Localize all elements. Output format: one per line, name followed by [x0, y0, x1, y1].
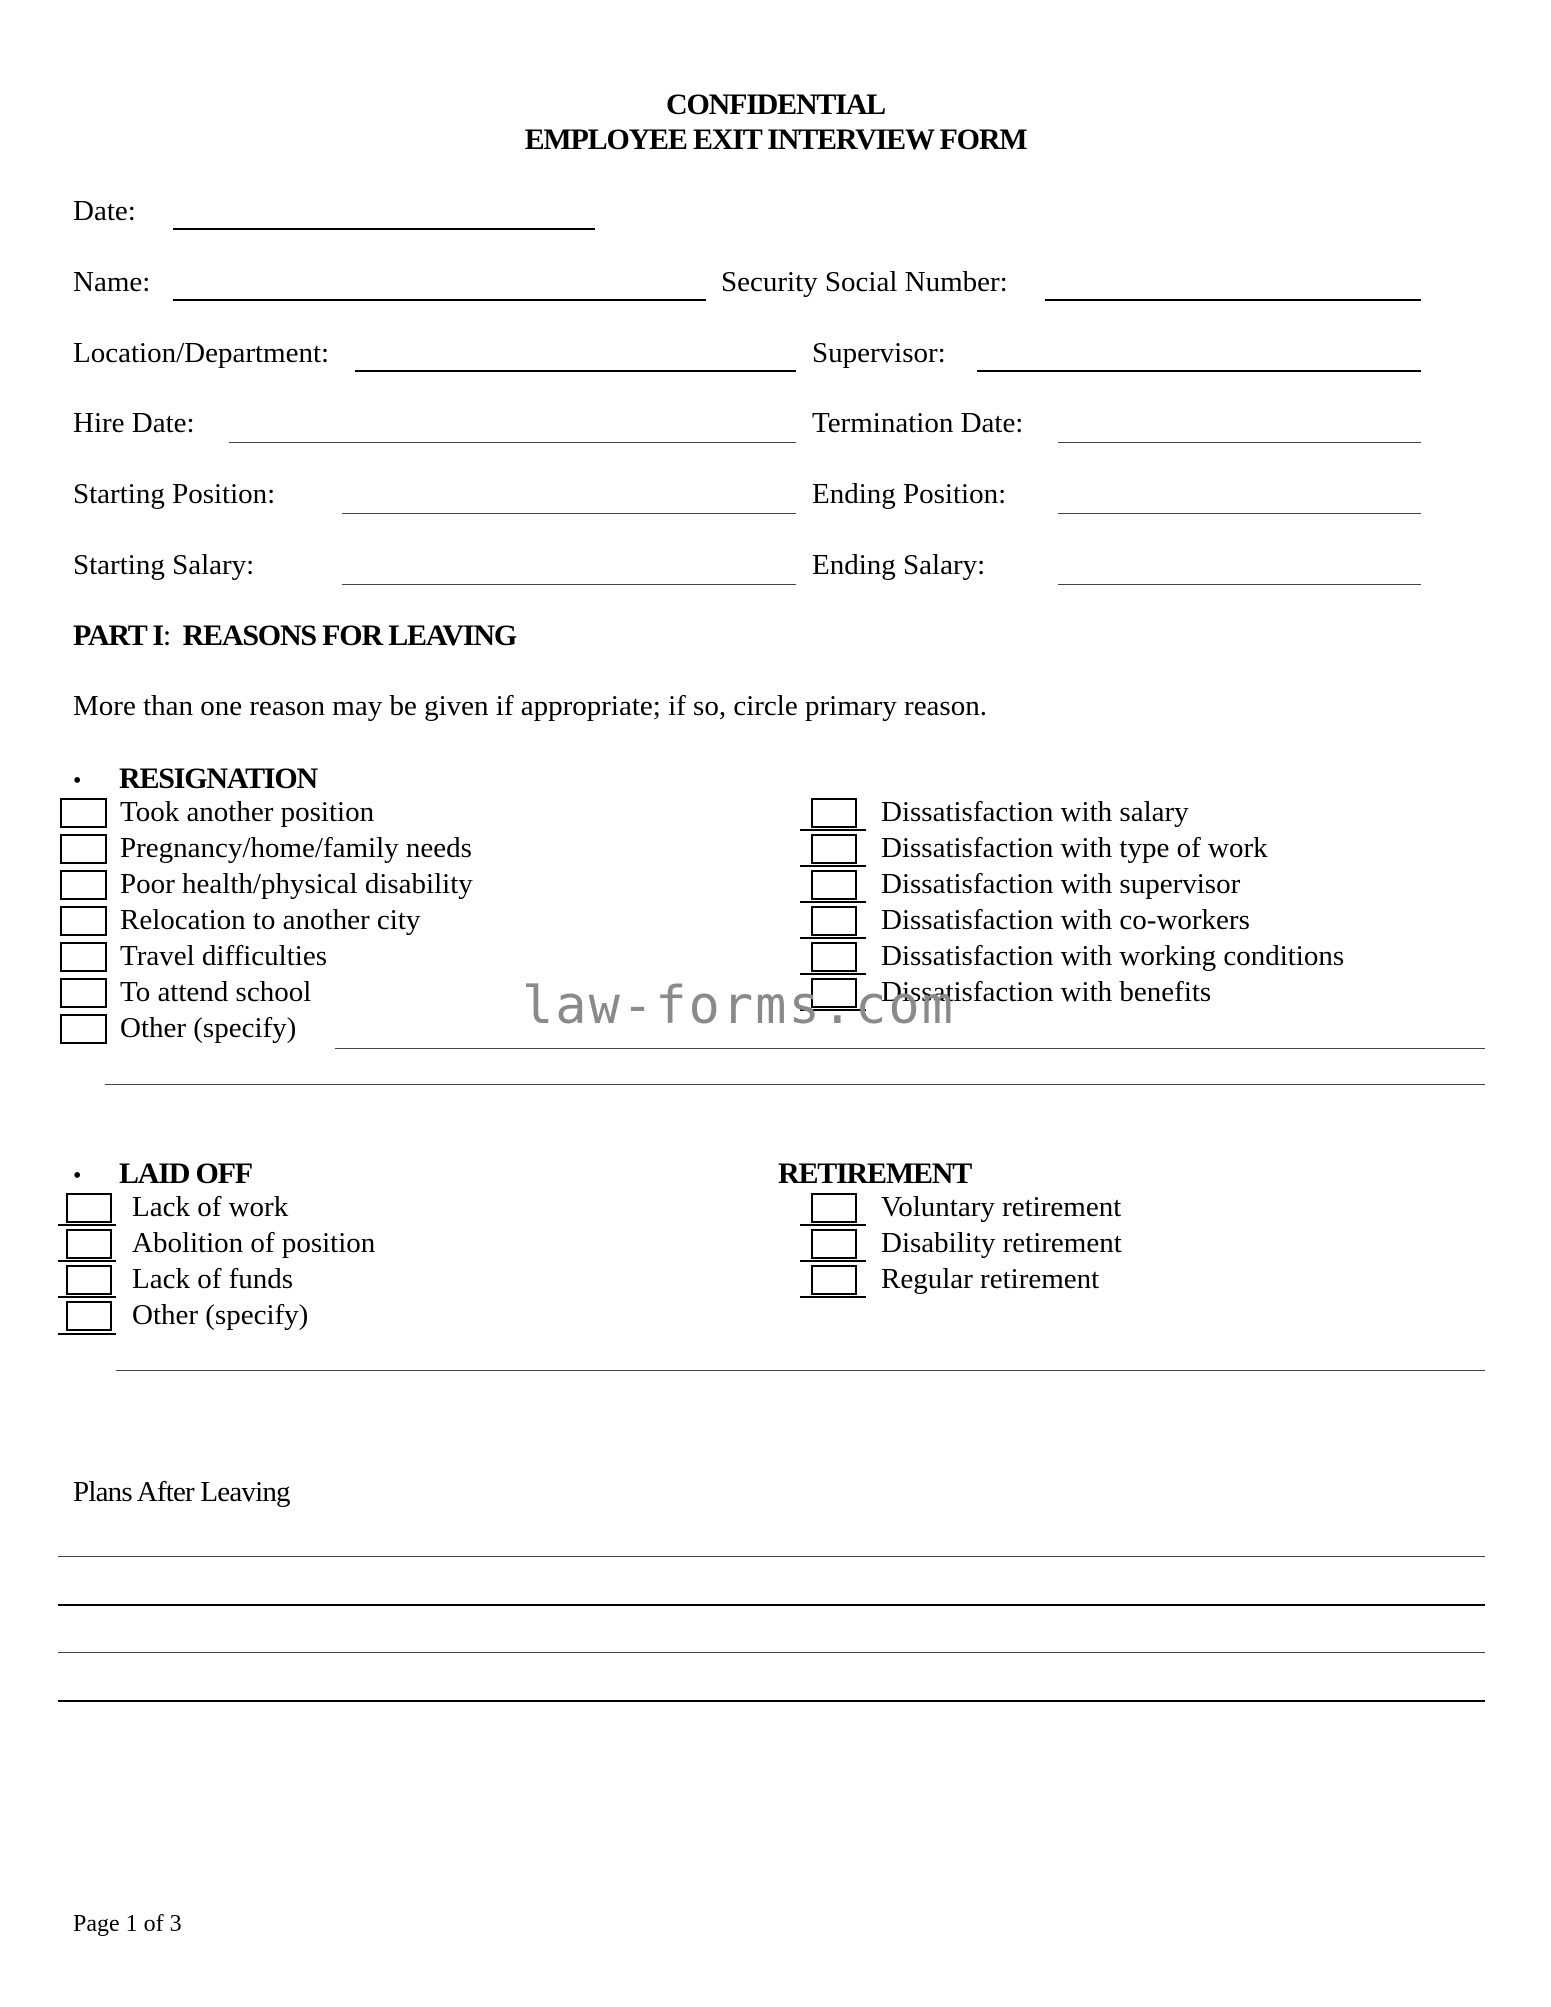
checkbox-took-another-position[interactable] — [60, 798, 107, 828]
reason-disability-retirement: Disability retirement — [881, 1227, 1122, 1259]
checkbox-regular-retirement[interactable] — [811, 1265, 857, 1295]
laid-off-bullet: • — [73, 1163, 82, 1189]
reason-took-another-position: Took another position — [120, 796, 375, 828]
starting-salary-field[interactable] — [342, 584, 796, 585]
name-label: Name: — [73, 266, 151, 298]
reason-salary: Dissatisfaction with salary — [881, 796, 1189, 828]
reason-other-resignation: Other (specify) — [120, 1012, 297, 1044]
checkbox-underline — [58, 1333, 116, 1335]
location-label: Location/Department: — [73, 337, 330, 369]
location-field[interactable] — [355, 370, 796, 372]
checkbox-voluntary-retirement[interactable] — [811, 1193, 857, 1223]
checkbox-underline — [800, 937, 866, 939]
plans-after-leaving-heading: Plans After Leaving — [73, 1476, 290, 1508]
starting-position-label: Starting Position: — [73, 478, 276, 510]
reason-relocation: Relocation to another city — [120, 904, 421, 936]
form-title: EMPLOYEE EXIT INTERVIEW FORM — [524, 123, 1027, 156]
retirement-heading: RETIREMENT — [778, 1157, 972, 1190]
checkbox-underline — [800, 865, 866, 867]
checkbox-salary[interactable] — [811, 798, 857, 828]
reason-travel-difficulties: Travel difficulties — [120, 940, 328, 972]
date-field[interactable] — [173, 228, 595, 230]
ssn-label: Security Social Number: — [721, 266, 1008, 298]
reason-co-workers: Dissatisfaction with co-workers — [881, 904, 1250, 936]
starting-salary-label: Starting Salary: — [73, 549, 255, 581]
part1-subtitle: REASONS FOR LEAVING — [182, 619, 516, 652]
checkbox-type-of-work[interactable] — [811, 834, 857, 864]
page-number: Page 1 of 3 — [73, 1911, 182, 1937]
checkbox-lack-of-work[interactable] — [66, 1193, 112, 1223]
reason-regular-retirement: Regular retirement — [881, 1263, 1100, 1295]
ending-position-label: Ending Position: — [812, 478, 1007, 510]
reason-working-conditions: Dissatisfaction with working conditions — [881, 940, 1345, 972]
checkbox-attend-school[interactable] — [60, 978, 107, 1008]
part1-heading — [73, 619, 516, 653]
ssn-field[interactable] — [1045, 299, 1421, 301]
checkbox-poor-health[interactable] — [60, 870, 107, 900]
reason-voluntary-retirement: Voluntary retirement — [881, 1191, 1122, 1223]
watermark: law-forms.com — [522, 976, 955, 1036]
checkbox-underline — [800, 901, 866, 903]
reason-other-laid-off: Other (specify) — [132, 1299, 309, 1331]
reason-family-needs: Pregnancy/home/family needs — [120, 832, 472, 864]
plans-line-3[interactable] — [58, 1652, 1485, 1653]
ending-salary-field[interactable] — [1058, 584, 1421, 585]
laid-off-heading: LAID OFF — [119, 1157, 252, 1190]
laid-off-other-line[interactable] — [116, 1370, 1485, 1371]
termination-date-field[interactable] — [1058, 442, 1421, 443]
termination-date-label: Termination Date: — [812, 407, 1024, 439]
hire-date-field[interactable] — [229, 442, 796, 443]
checkbox-lack-of-funds[interactable] — [66, 1265, 112, 1295]
part1-instructions: More than one reason may be given if appropriate; if so, circle primary reason. — [73, 690, 987, 722]
checkbox-travel-difficulties[interactable] — [60, 942, 107, 972]
starting-position-field[interactable] — [342, 513, 796, 514]
checkbox-underline — [800, 1296, 866, 1298]
name-field[interactable] — [173, 299, 706, 301]
checkbox-working-conditions[interactable] — [811, 942, 857, 972]
supervisor-field[interactable] — [977, 370, 1421, 372]
other-specify-line[interactable] — [335, 1048, 1485, 1049]
checkbox-underline — [800, 1224, 866, 1226]
reason-poor-health: Poor health/physical disability — [120, 868, 473, 900]
checkbox-other-resignation[interactable] — [60, 1014, 107, 1044]
checkbox-other-laid-off[interactable] — [66, 1301, 112, 1331]
checkbox-relocation[interactable] — [60, 906, 107, 936]
checkbox-underline — [58, 1296, 116, 1298]
ending-salary-label: Ending Salary: — [812, 549, 986, 581]
reason-attend-school: To attend school — [120, 976, 312, 1008]
checkbox-abolition-of-position[interactable] — [66, 1229, 112, 1259]
ending-position-field[interactable] — [1058, 513, 1421, 514]
checkbox-underline — [58, 1260, 116, 1262]
checkbox-underline — [58, 1224, 116, 1226]
supervisor-label: Supervisor: — [812, 337, 946, 369]
checkbox-disability-retirement[interactable] — [811, 1229, 857, 1259]
checkbox-underline — [800, 973, 866, 975]
resignation-bullet: • — [73, 768, 82, 794]
plans-line-1[interactable] — [58, 1556, 1485, 1557]
part1-colon: : — [162, 619, 170, 652]
reason-lack-of-work: Lack of work — [132, 1191, 289, 1223]
checkbox-underline — [800, 829, 866, 831]
date-label: Date: — [73, 195, 136, 227]
resignation-heading: RESIGNATION — [119, 762, 317, 795]
checkbox-underline — [800, 1260, 866, 1262]
checkbox-supervisor[interactable] — [811, 870, 857, 900]
plans-line-4[interactable] — [58, 1700, 1485, 1702]
plans-line-2[interactable] — [58, 1604, 1485, 1606]
reason-supervisor: Dissatisfaction with supervisor — [881, 868, 1241, 900]
form-title-confidential: CONFIDENTIAL — [666, 88, 885, 121]
reason-benefits: Dissatisfaction with benefits — [881, 976, 1212, 1008]
reason-type-of-work: Dissatisfaction with type of work — [881, 832, 1268, 864]
checkbox-co-workers[interactable] — [811, 906, 857, 936]
checkbox-family-needs[interactable] — [60, 834, 107, 864]
hire-date-label: Hire Date: — [73, 407, 195, 439]
other-specify-line-2[interactable] — [105, 1084, 1485, 1085]
reason-lack-of-funds: Lack of funds — [132, 1263, 294, 1295]
part1-title: PART I — [73, 619, 163, 652]
reason-abolition-of-position: Abolition of position — [132, 1227, 376, 1259]
